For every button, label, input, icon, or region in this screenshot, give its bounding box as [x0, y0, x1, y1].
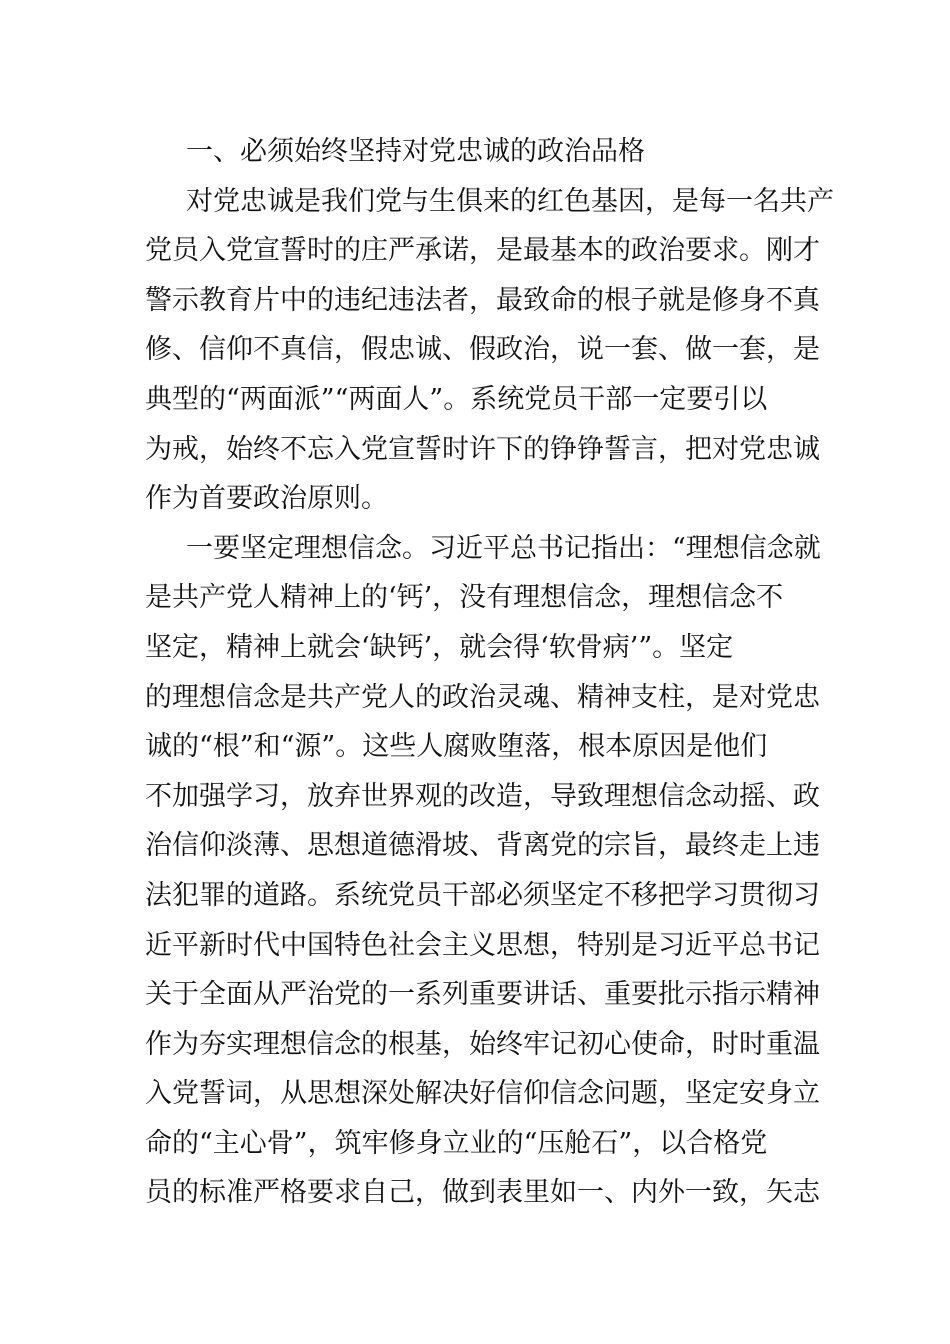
document-body: [145, 127, 834, 1218]
text-line: 警示教育片中的违纪违法者，最致命的根子就是修身不真: [145, 284, 820, 316]
text-line: 是共产党人精神上的‘钙’，没有理想信念，理想信念不: [145, 582, 784, 614]
text-line: 为戒，始终不忘入党宣誓时许下的铮铮誓言，把对党忠诚: [145, 433, 820, 465]
text-line: 作为夯实理想信念的根基，始终牢记初心使命，时时重温: [145, 1028, 820, 1060]
text-line: 典型的“两面派”“两面人”。系统党员干部一定要引以: [145, 383, 768, 415]
section-heading: 一、必须始终坚持对党忠诚的政治品格: [186, 136, 645, 167]
text-line: 近平新时代中国特色社会主义思想，特别是习近平总书记: [145, 929, 820, 961]
text-line: 党员入党宣誓时的庄严承诺，是最基本的政治要求。刚才: [145, 235, 820, 267]
text-line: 员的标准严格要求自己，做到表里如一、内外一致，矢志: [145, 1177, 820, 1209]
text-line: 不加强学习，放弃世界观的改造，导致理想信念动摇、政: [145, 780, 820, 812]
text-line: 作为首要政治原则。: [145, 483, 388, 515]
text-line: 修、信仰不真信，假忠诚、假政治，说一套、做一套，是: [145, 334, 820, 366]
text-line: 坚定，精神上就会‘缺钙’，就会得‘软骨病’”。坚定: [145, 631, 734, 663]
text-line: 的理想信念是共产党人的政治灵魂、精神支柱，是对党忠: [145, 681, 820, 713]
text-line: 对党忠诚是我们党与生俱来的红色基因，是每一名共产: [186, 185, 834, 217]
text-line: 一要坚定理想信念。习近平总书记指出：“理想信念就: [186, 532, 821, 564]
text-line: 关于全面从严治党的一系列重要讲话、重要批示指示精神: [145, 979, 820, 1011]
text-line: 命的“主心骨”，筑牢修身立业的“压舱石”，以合格党: [145, 1127, 768, 1159]
text-line: 法犯罪的道路。系统党员干部必须坚定不移把学习贯彻习: [145, 879, 820, 911]
text-line: 治信仰淡薄、思想道德滑坡、背离党的宗旨，最终走上违: [145, 830, 820, 862]
text-line: 诚的“根”和“源”。这些人腐败堕落，根本原因是他们: [145, 731, 768, 763]
text-line: 入党誓词，从思想深处解决好信仰信念问题，坚定安身立: [145, 1078, 820, 1110]
